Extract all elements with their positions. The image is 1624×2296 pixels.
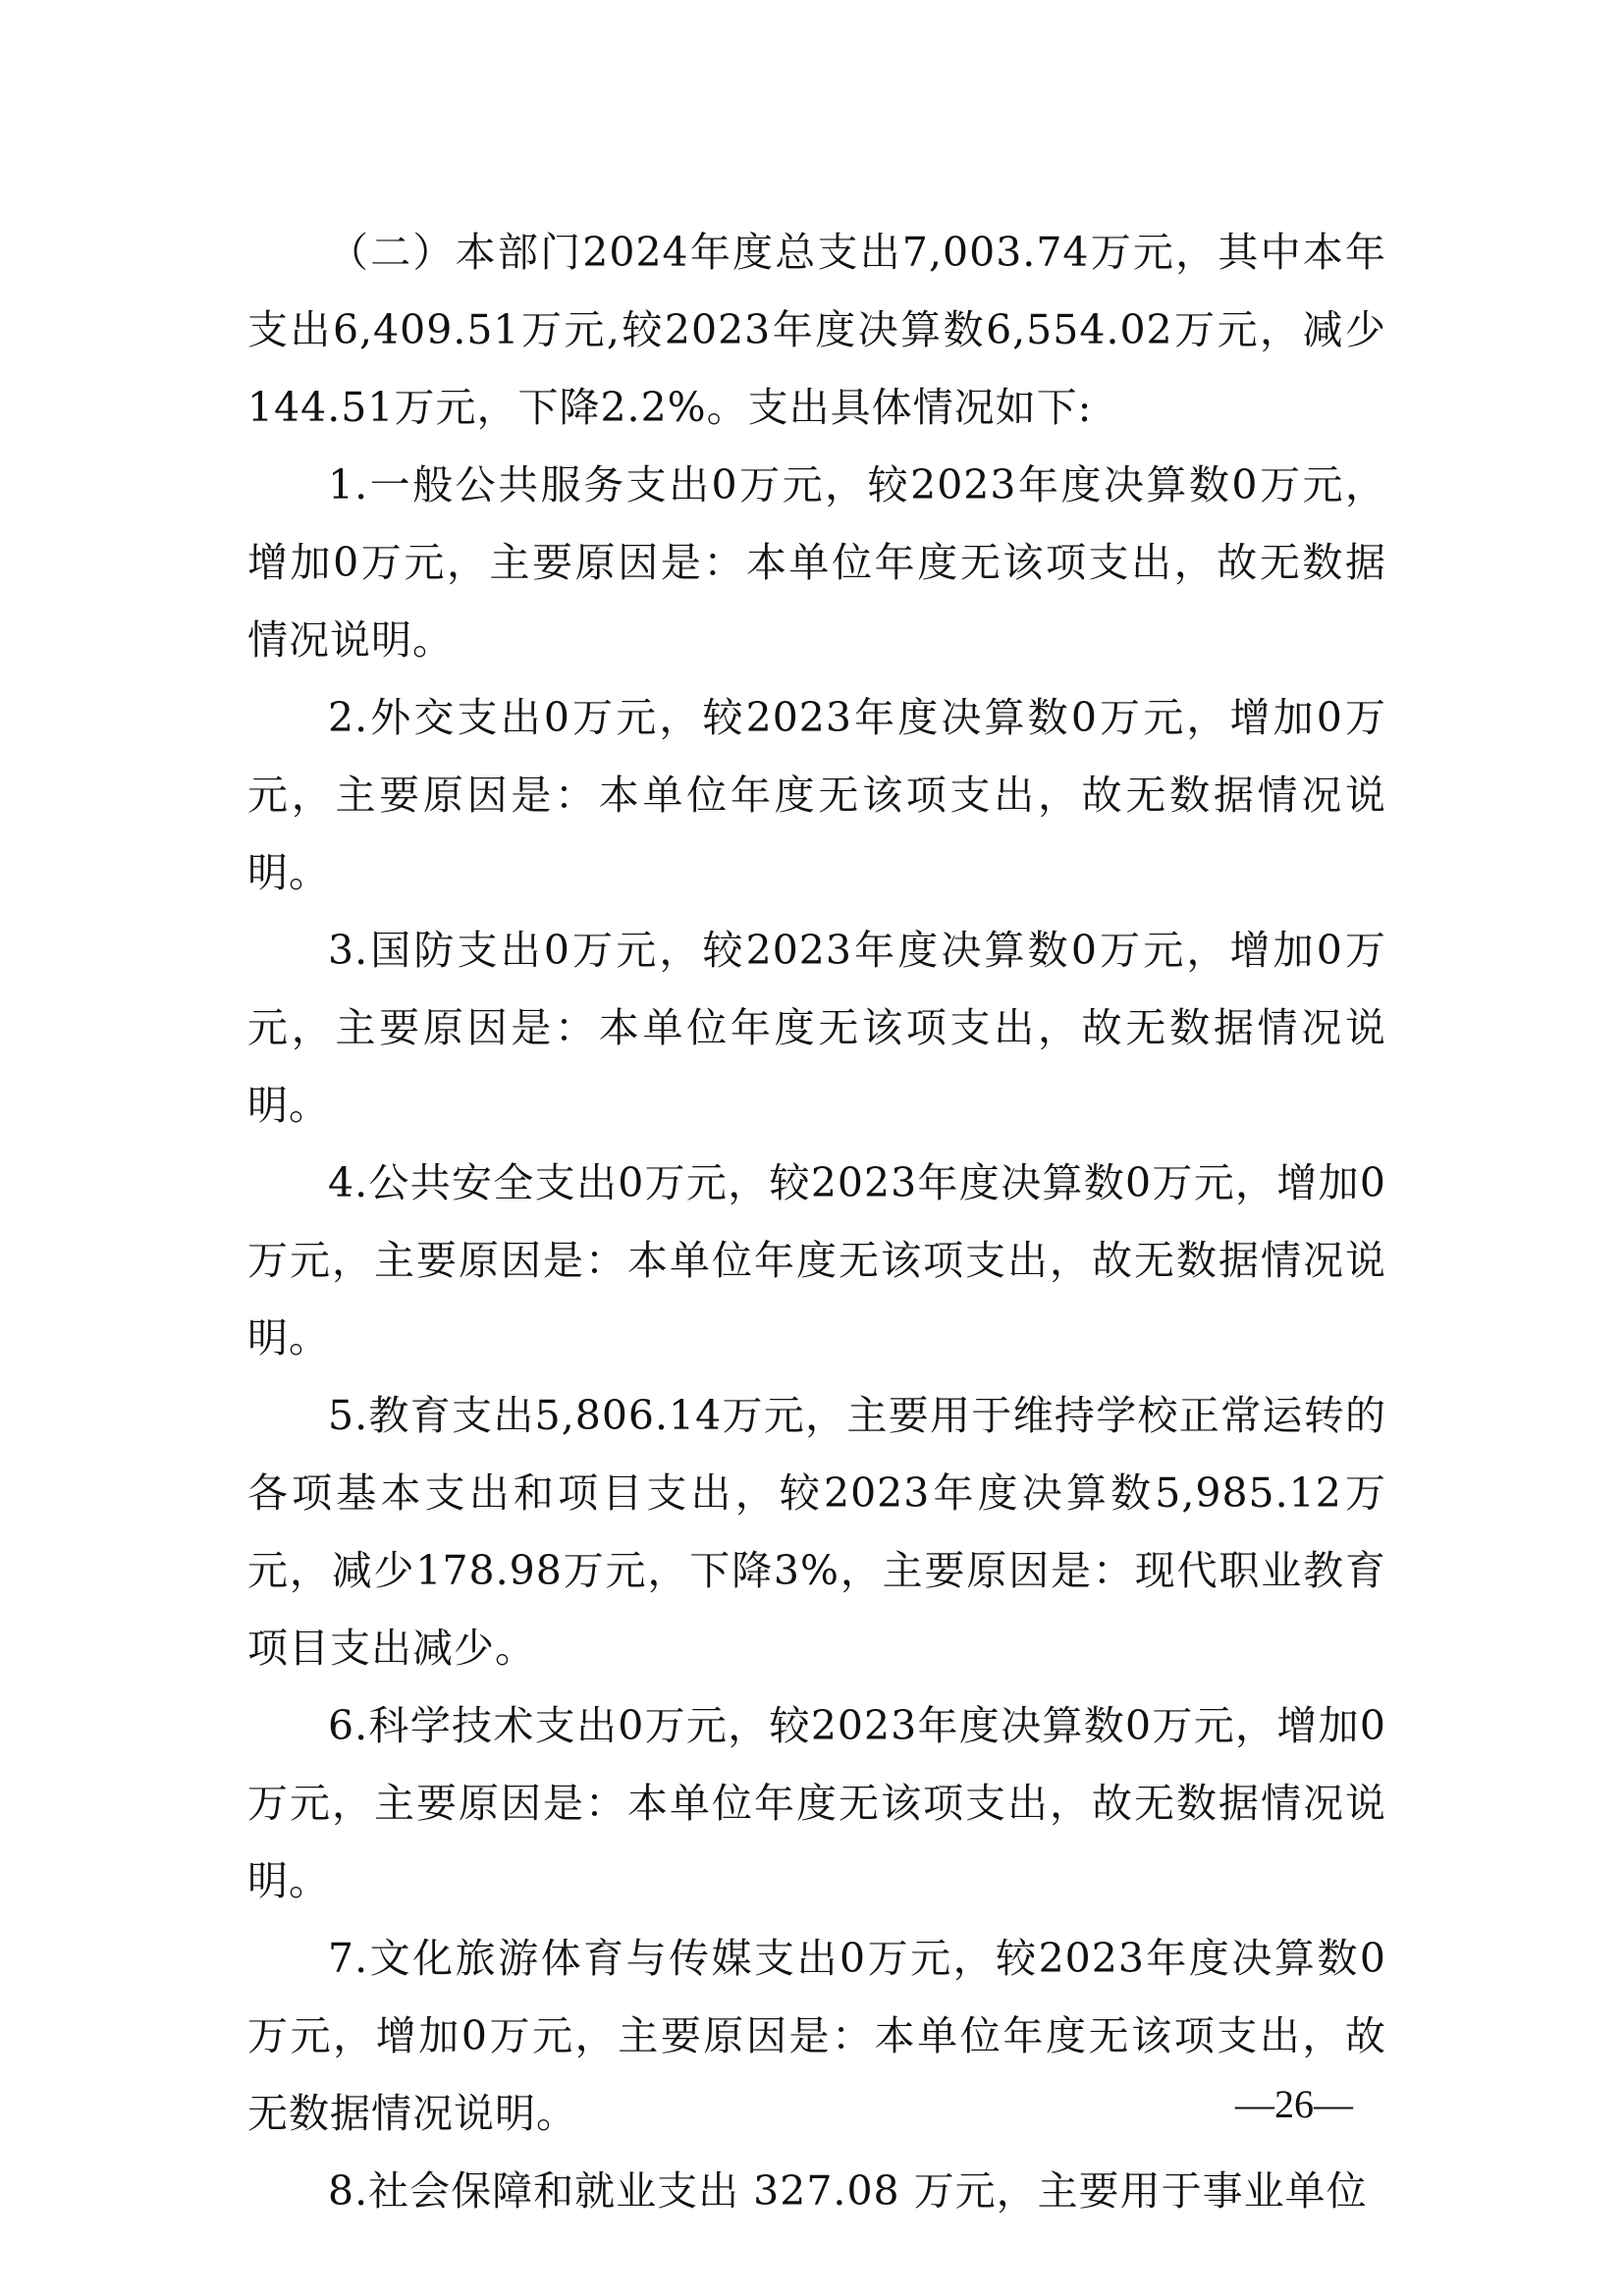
page-number: —26— bbox=[1235, 2082, 1353, 2126]
paragraph-social-security-employment: 8.社会保障和就业支出 327.08 万元，主要用于事业单位 bbox=[328, 2167, 1368, 2215]
body-text bbox=[247, 214, 1386, 2230]
paragraph-education: 5.教育支出5,806.14万元，主要用于维持学校正常运转的各项基本支出和项目支出，较2023年度决算数5,985.12万元，减少178.98万元，下降3%，主要原因是：现代职业教育项目支出减少。 bbox=[247, 1392, 1386, 1672]
paragraph-total-expenditure: （二）本部门2024年度总支出7,003.74万元，其中本年支出6,409.51万元,较2023年度决算数6,554.02万元，减少144.51万元，下降2.2%。支出具体情况如下: bbox=[247, 229, 1386, 431]
paragraph-public-security: 4.公共安全支出0万元，较2023年度决算数0万元，增加0万元，主要原因是：本单位年度无该项支出，故无数据情况说明。 bbox=[247, 1159, 1386, 1362]
paragraph-national-defense: 3.国防支出0万元，较2023年度决算数0万元，增加0万元，主要原因是：本单位年度无该项支出，故无数据情况说明。 bbox=[247, 927, 1386, 1129]
paragraph-culture-tourism-sports-media: 7.文化旅游体育与传媒支出0万元，较2023年度决算数0万元，增加0万元，主要原因是：本单位年度无该项支出，故无数据情况说明。 bbox=[247, 1935, 1386, 2137]
paragraph-science-technology: 6.科学技术支出0万元，较2023年度决算数0万元，增加0万元，主要原因是：本单位年度无该项支出，故无数据情况说明。 bbox=[247, 1702, 1386, 1904]
paragraph-foreign-affairs: 2.外交支出0万元，较2023年度决算数0万元，增加0万元，主要原因是：本单位年度无该项支出，故无数据情况说明。 bbox=[247, 694, 1386, 896]
paragraph-general-public-services: 1.一般公共服务支出0万元，较2023年度决算数0万元，增加0万元，主要原因是：本单位年度无该项支出，故无数据情况说明。 bbox=[247, 461, 1386, 664]
